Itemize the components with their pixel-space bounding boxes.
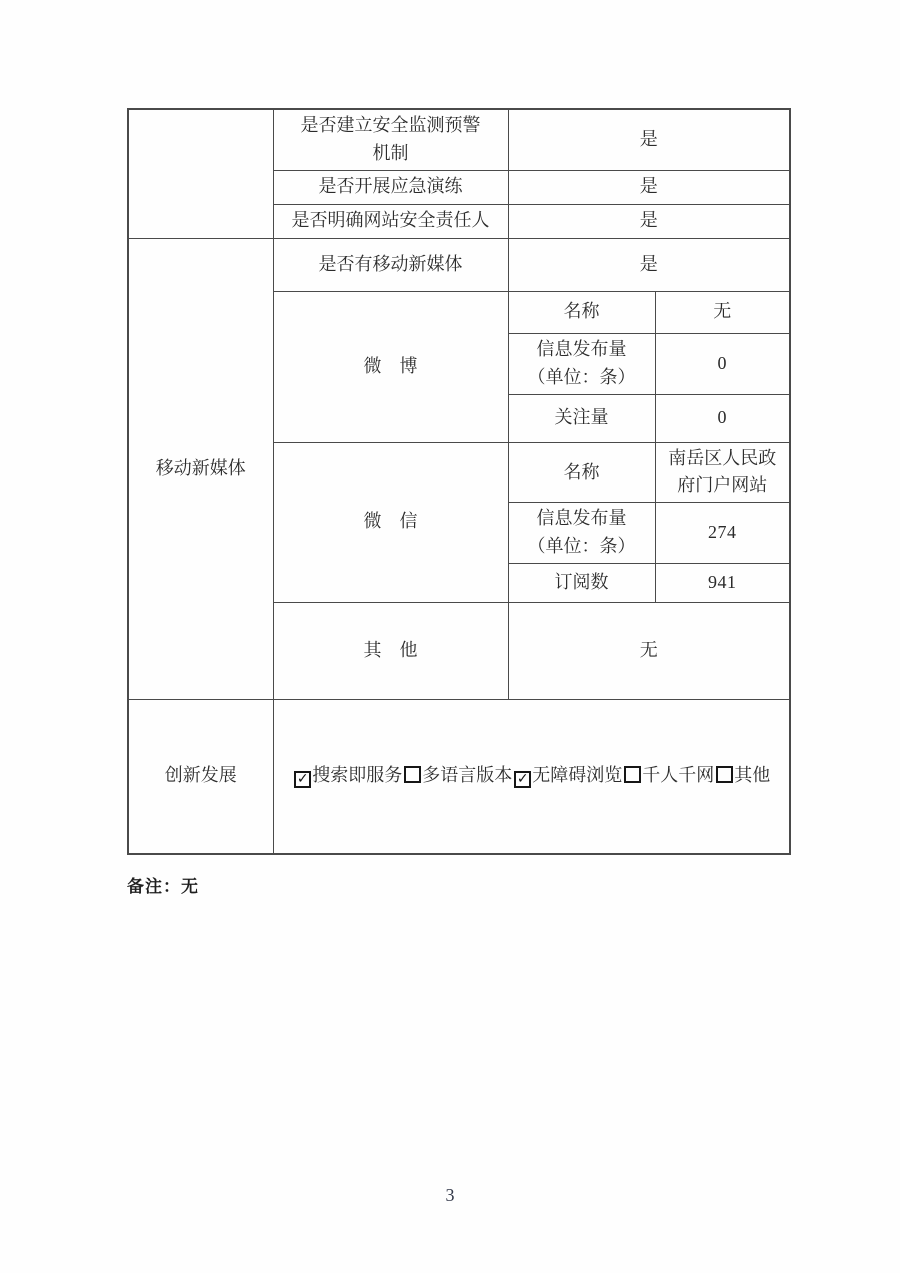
table-row [128, 238, 790, 291]
weibo-volume-label [508, 333, 655, 394]
weibo-volume-value: 0 [655, 333, 790, 394]
innovation-section-label: 创新发展 [128, 700, 273, 854]
weibo-followers-label: 关注量 [508, 394, 655, 442]
other-media-label: 其 他 [273, 603, 508, 700]
checkbox-unchecked-icon [404, 766, 421, 783]
security-section-label-cell [128, 109, 273, 238]
innovation-option-label: 无障碍浏览 [532, 765, 623, 786]
weibo-volume-label-line2: （单位：条） [527, 366, 636, 387]
innovation-options-line [292, 765, 771, 788]
table-row [128, 109, 790, 170]
innovation-options-cell [273, 700, 790, 854]
wechat-subscribers-label: 订阅数 [508, 564, 655, 603]
innovation-option-label: 多语言版本 [422, 765, 513, 786]
weibo-name-label: 名称 [508, 291, 655, 333]
wechat-name-value-text: 南岳区人民政府门户网站 [668, 447, 777, 496]
checkbox-unchecked-icon [624, 766, 641, 783]
security-row-label-text: 是否建立安全监测预警机制 [300, 115, 481, 163]
annual-report-table [127, 108, 791, 855]
wechat-label: 微 信 [273, 442, 508, 603]
security-row-value: 是 [508, 170, 790, 204]
wechat-name-label: 名称 [508, 442, 655, 503]
security-row-label [273, 109, 508, 170]
wechat-volume-label [508, 503, 655, 564]
wechat-volume-value: 274 [655, 503, 790, 564]
weibo-label: 微 博 [273, 291, 508, 442]
weibo-volume-label-line1: 信息发布量 [536, 338, 627, 359]
has-mobile-label: 是否有移动新媒体 [273, 238, 508, 291]
checkbox-checked-icon: ✓ [294, 771, 311, 788]
checkbox-unchecked-icon [716, 766, 733, 783]
security-row-label: 是否明确网站安全责任人 [273, 204, 508, 238]
wechat-subscribers-value: 941 [655, 564, 790, 603]
note-line [127, 872, 199, 897]
other-media-value: 无 [508, 603, 790, 700]
weibo-name-value: 无 [655, 291, 790, 333]
security-row-value: 是 [508, 204, 790, 238]
table-row [128, 700, 790, 854]
security-row-label: 是否开展应急演练 [273, 170, 508, 204]
security-row-value: 是 [508, 109, 790, 170]
note-label: 备注： [127, 877, 181, 896]
has-mobile-value: 是 [508, 238, 790, 291]
innovation-option-label: 千人千网 [642, 765, 715, 786]
checkbox-checked-icon: ✓ [514, 771, 531, 788]
mobile-media-section-label: 移动新媒体 [128, 238, 273, 699]
wechat-volume-label-line2: （单位：条） [527, 536, 636, 557]
weibo-followers-value: 0 [655, 394, 790, 442]
wechat-volume-label-line1: 信息发布量 [536, 508, 627, 529]
innovation-option-label: 搜索即服务 [312, 765, 403, 786]
page-number: 3 [445, 1185, 455, 1205]
wechat-name-value [655, 442, 790, 503]
note-value: 无 [181, 877, 199, 896]
innovation-option-label: 其他 [734, 765, 771, 786]
